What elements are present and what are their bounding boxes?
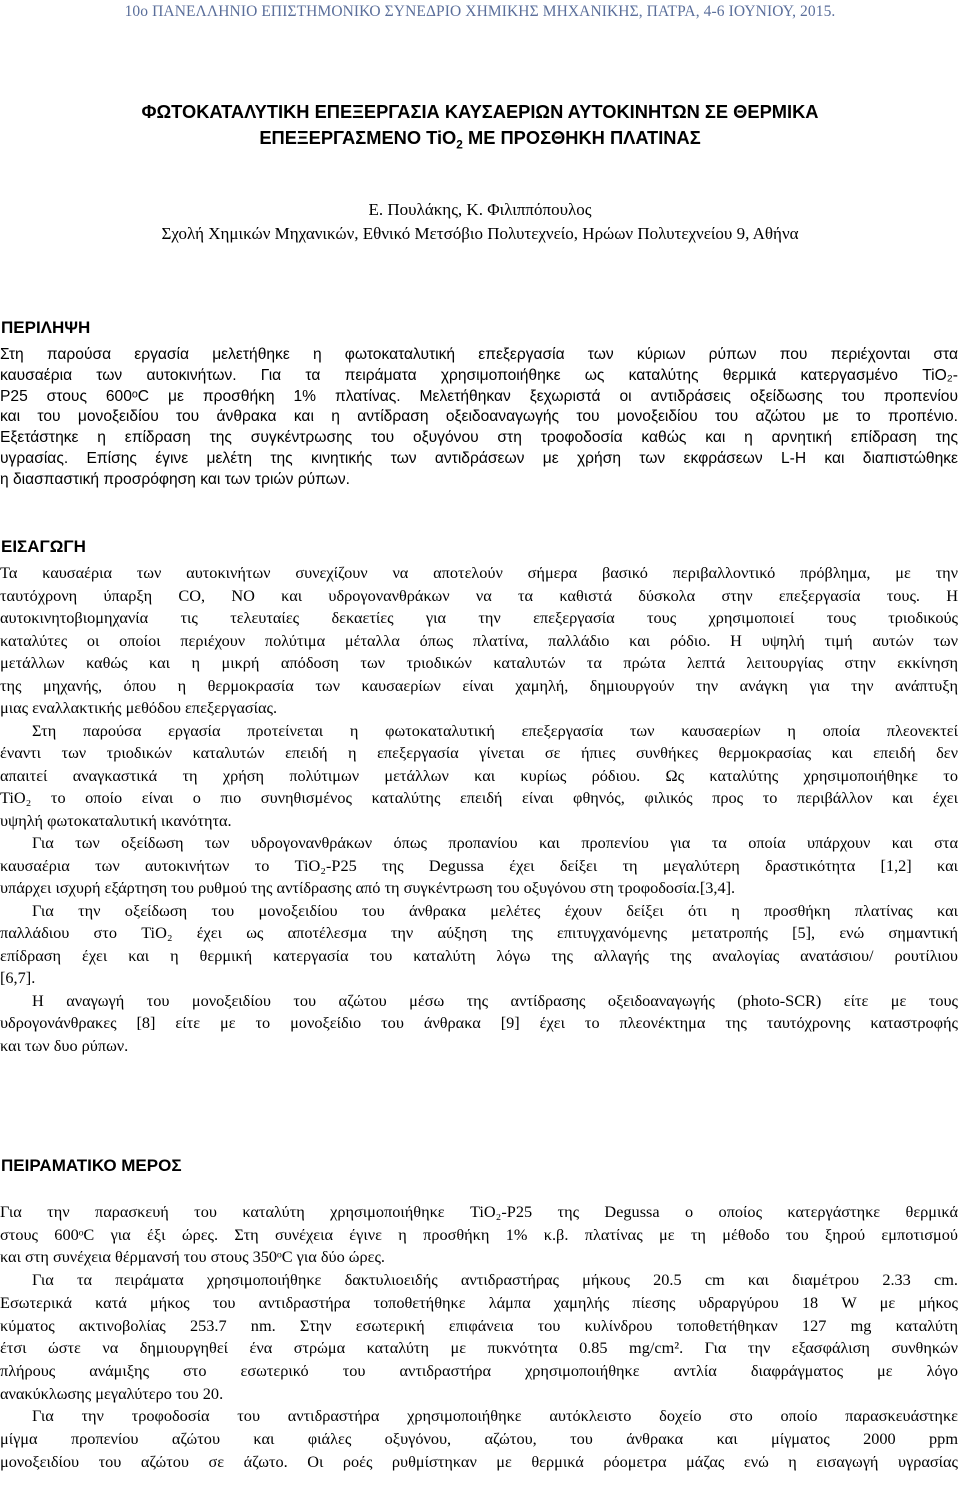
intro-line: Για την οξείδωση του μονοξειδίου του άνθρακα μελέτες έχουν δείξει ότι η προσθήκη πλατίνας και [32,900,958,920]
exp-line: πλήρους ανάμιξης στο εσωτερικό του αντιδραστήρα χρησιμοποιήθηκε αντλία διαφράγματος με λόγο [0,1360,958,1380]
experimental-body [0,1201,958,1473]
abstract-line: η διασπαστική προσρόφηση και των τριών ρύπων. [0,470,350,488]
intro-heading: ΕΙΣΑΓΩΓΗ [1,537,86,556]
exp-line: μίγμα προπενίου αζώτου και φιάλες οξυγόνου, αζώτου, του άνθρακα και μίγματος 2000 ppm [0,1429,958,1449]
paper-title [0,99,960,151]
abstract-heading: ΠΕΡΙΛΗΨΗ [1,318,91,337]
abstract-line: Στη παρούσα εργασία μελετήθηκε η φωτοκαταλυτική επεξεργασία των κύριων ρύπων που περιέχονται στα [0,346,958,363]
authors: Ε. Πουλάκης, Κ. Φιλιππόπουλος [368,200,592,219]
exp-line: στους 600ᵒC για έξι ώρες. Στη συνέχεια έγινε η προσθήκη 1% κ.β. πλατίνας με τη μέθοδο του ξηρού εμποτισμού [0,1224,958,1244]
exp-line: ανακύκλωσης μεγαλύτερο του 20. [0,1383,224,1403]
exp-line: Για την παρασκευή του καταλύτη χρησιμοποιήθηκε TiO₂-P25 της Degussa ο οποίος κατεργάστηκε θερμικά [0,1202,958,1221]
intro-line: αυτοκινητοβιομηχανία τις τελευταίες δεκαετίες για την επεξεργασία τους χρησιμοποιεί τους τριοδικούς [0,608,958,627]
intro-line: [6,7]. [0,968,36,987]
intro-line: καταλύτες οι οποίοι περιέχουν πολύτιμα μέταλλα όπως πλατίνα, παλλάδιο και ρόδιο. Η υψηλή τιμή αυτών των [0,630,958,650]
title-line-1: ΦΩΤΟΚΑΤΑΛΥΤΙΚΗ ΕΠΕΞΕΡΓΑΣΙΑ ΚΑΥΣΑΕΡΙΩΝ ΑΥΤΟΚΙΝΗΤΩΝ ΣΕ ΘΕΡΜΙΚΑ [141,101,819,122]
intro-line: ταυτόχρονη ύπαρξη CO, NO και υδρογονανθράκων να τα καθιστά δύσκολα στην επεξεργασία τους. Η [0,585,958,605]
intro-line: Για των οξείδωση των υδρογονανθράκων όπως προπανίου και προπενίου για τα οποία υπάρχουν και στα [32,833,958,852]
intro-line: Η αναγωγή του μονοξειδίου του αζώτου μέσω της αντίδρασης οξειδοαναγωγής (photo-SCR) είτε με τους [32,990,958,1010]
intro-line: υπάρχει ισχυρή εξάρτηση του ρυθμού της αντίδρασης από τη συγκέντρωση του οξυγόνου στη τροφοδοσία.[3,4]. [0,878,736,897]
intro-line: μιας εναλλακτικής μεθόδου επεξεργασίας. [0,698,278,717]
exp-line: μονοξειδίου του αζώτου σε άζωτο. Οι ροές ρυθμίστηκαν με θερμικά ρόομετρα μάζας ενώ η εισαγωγή υγρασίας [0,1451,958,1471]
intro-line: υδρογονάνθρακες [8] είτε με το μονοξείδιο του άνθρακα [9] έχει το πλεονέκτημα της ταυτόχρονης καταστροφής [0,1013,958,1032]
intro-line: Τα καυσαέρια των αυτοκινήτων συνεχίζουν να αποτελούν σήμερα βασικό περιβαλλοντικό πρόβλημα, με την [0,563,958,582]
abstract-body [0,345,958,491]
intro-line: μετάλλων καθώς και η μικρή απόδοση των τριοδικών καταλυτών τα πρώτα λεπτά λειτουργίας στην εκκίνηση [0,653,958,672]
intro-line: παλλάδιου στο TiO₂ έχει ως αποτέλεσμα την αύξηση της επιτυγχανόμενης μετατροπής [5], ενώ σημαντική [0,923,958,942]
intro-line: και των δυο ρύπων. [0,1035,129,1055]
experimental-heading: ΠΕΙΡΑΜΑΤΙΚΟ ΜΕΡΟΣ [1,1156,182,1175]
abstract-line: και του μονοξειδίου του άνθρακα και η αντίδραση οξειδοαναγωγής του μονοξειδίου του αζώτου με το προπένιο. [0,408,958,426]
abstract-line: P25 στους 600ᵒC με προσθήκη 1% πλατίνας. Μελετήθηκαν ξεχωριστά οι αντιδράσεις οξείδωσης του προπενίου [0,387,958,405]
exp-line: Για τα πειράματα χρησιμοποιήθηκε δακτυλιοειδής αντιδραστήρας μήκους 20.5 cm και διαμέτρου 2.33 cm. [32,1270,958,1290]
exp-line: κύματος ακτινοβολίας 253.7 nm. Στην εσωτερική επιφάνεια του κυλίνδρου τοποθετήθηκαν 127 mg καταλύτη [0,1315,958,1335]
affiliation: Σχολή Χημικών Μηχανικών, Εθνικό Μετσόβιο Πολυτεχνείο, Ηρώων Πολυτεχνείου 9, Αθήνα [161,224,799,243]
abstract-line: καυσαέρια των αυτοκινήτων. Για τα πειράματα χρησιμοποιήθηκε ως καταλύτης θερμικά κατεργασμένο TiO₂- [0,366,958,384]
intro-line: της μηχανής, όπου η θερμοκρασία των καυσαερίων είναι χαμηλή, δημιουργούν την ανάγκη για την ανάπτυξη [0,675,958,695]
intro-line: καυσαέρια των αυτοκινήτων το TiO₂-P25 της Degussa έχει δείξει τη μεγαλύτερη δραστικότητα [1,2] και [0,855,958,875]
intro-line: επίδραση έχει και η θερμική κατεργασία του καταλύτη λόγω της αλλαγής της αναλογίας ανατάσιου/ ρουτίλιου [0,945,958,965]
abstract-line: υγρασίας. Επίσης έγινε μελέτη της κινητικής των αντιδράσεων με χρήση των εκφράσεων L-H και διαπιστώθηκε [0,449,958,467]
intro-line: υψηλή φωτοκαταλυτική ικανότητα. [0,810,232,830]
exp-line: Για την τροφοδοσία του αντιδραστήρα χρησιμοποιήθηκε αυτόκλειστο δοχείο στο οποίο παρασκευάστηκε [32,1406,958,1426]
intro-body [0,562,958,1057]
intro-line: απαιτεί αναγκαστικά τη χρήση πολύτιμων μετάλλων και κυρίως ρόδιου. Ως καταλύτης χρησιμοποιήθηκε το [0,765,958,785]
exp-line: Εσωτερικά κατά μήκος του αντιδραστήρα τοποθετήθηκε λάμπα χαμηλής πίεσης υδραργύρου 18 W με μήκος [0,1292,958,1312]
intro-line: Στη παρούσα εργασία προτείνεται η φωτοκαταλυτική επεξεργασία των καυσαερίων η οποία πλεονεκτεί [32,720,958,740]
intro-line: TiO₂ το οποίο είναι ο πιο συνηθισμένος καταλύτης επειδή είναι φθηνός, φιλικός προς το περιβάλλον και έχει [0,788,958,807]
running-header: 10ο ΠΑΝΕΛΛΗΝΙΟ ΕΠΙΣΤΗΜΟΝΙΚΟ ΣΥΝΕΔΡΙΟ ΧΗΜΙΚΗΣ ΜΗΧΑΝΙΚΗΣ, ΠΑΤΡΑ, 4-6 ΙΟΥΝΙΟΥ, 2015. [124,3,836,20]
abstract-line: Εξετάστηκε η επίδραση της συγκέντρωσης του οξυγόνου στη τροφοδοσία καθώς και η αρνητική επίδραση της [0,429,958,447]
exp-line: έτσι ώστε να δημιουργηθεί ένα στρώμα καταλύτη με πυκνότητα 0.85 mg/cm². Για την εξασφάλιση συνθηκών [0,1338,958,1358]
exp-line: και στη συνέχεια θέρμανσή του στους 350ᵒC για δύο ώρες. [0,1247,385,1267]
intro-line: έναντι των τριοδικών καταλυτών επειδή η επεξεργασία γίνεται σε ήπιες συνθήκες θερμοκρασίας και επειδή δεν [0,743,958,762]
title-line-2: ΕΠΕΞΕΡΓΑΣΜΕΝΟ TiO$_2$ ΜΕ ΠΡΟΣΘΗΚΗ ΠΛΑΤΙΝΑΣ [259,127,701,152]
